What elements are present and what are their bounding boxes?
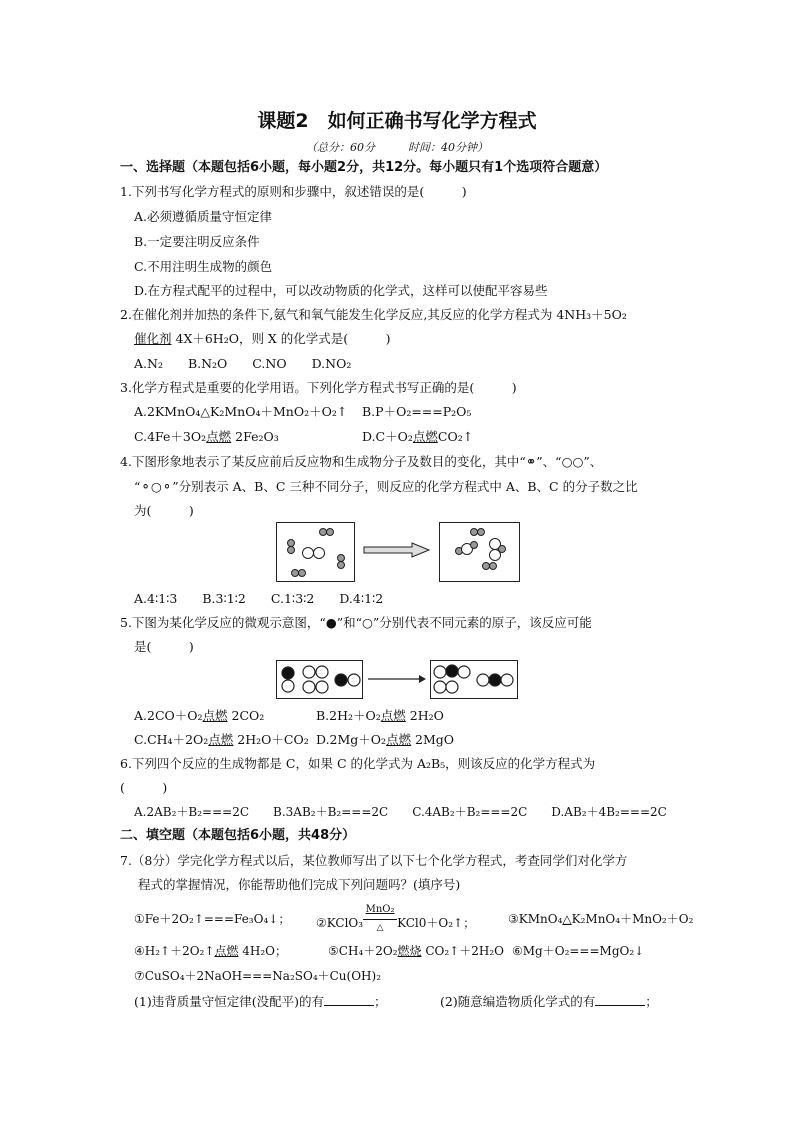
question-6-line1: 6.下列四个反应的生成物都是 C，如果 C 的化学式为 A₂B₅，则该反应的化学方程式为 bbox=[120, 756, 596, 771]
q2-options: A.N₂ B.N₂O C.NO D.NO₂ bbox=[134, 356, 352, 371]
equation-3 bbox=[508, 911, 693, 927]
q5-option-d-products: 2MgO bbox=[411, 732, 455, 747]
question-4-line3: 为( ) bbox=[134, 503, 194, 518]
q7-part-2-end: ； bbox=[645, 994, 658, 1009]
question-4-line2: “⚬○⚬”分别表示 A、B、C 三种不同分子，则反应的化学方程式中 A、B、C 的分子数之比 bbox=[134, 479, 638, 494]
q6-options: A.2AB₂＋B₂===2C B.3AB₂＋B₂===2C C.4AB₂＋B₂===2C D.AB₂＋4B₂===2C bbox=[134, 805, 667, 819]
page-title: 课题2 如何正确书写化学方程式 bbox=[257, 110, 537, 132]
q3-option-d-products: CO₂↑ bbox=[437, 429, 474, 444]
reaction-condition: 燃烧 bbox=[397, 944, 422, 958]
answer-blank-2[interactable] bbox=[595, 993, 645, 1006]
question-3-stem: 3.化学方程式是重要的化学用语。下列化学方程式书写正确的是( ) bbox=[120, 380, 517, 395]
page-subtitle: （总分：60分 时间：40分钟） bbox=[306, 141, 488, 154]
q3-option-c bbox=[134, 429, 279, 445]
q3-option-a: A.2KMnO₄△K₂MnO₄＋MnO₂＋O₂↑ bbox=[134, 404, 348, 419]
reaction-condition: 点燃 bbox=[206, 429, 232, 444]
q3-option-c-products: 2Fe₂O₃ bbox=[231, 429, 279, 444]
q5-option-a bbox=[134, 708, 264, 724]
q5-option-d-reactants: D.2Mg＋O₂ bbox=[316, 732, 387, 747]
question-4-line1: 4.下图形象地表示了某反应前后反应物和生成物分子及数目的变化，其中“⚭”、“○○”、 bbox=[120, 454, 603, 469]
q1-option-c: C.不用注明生成物的颜色 bbox=[134, 259, 273, 274]
equation-2-products: KCl0＋O₂↑； bbox=[397, 916, 476, 930]
heat-symbol: △ bbox=[562, 912, 572, 926]
q1-option-a: A.必须遵循质量守恒定律 bbox=[134, 209, 273, 224]
q7-part-1-text: (1)违背质量守恒定律(没配平)的有 bbox=[134, 994, 324, 1009]
q4-options: A.4∶1∶3 B.3∶1∶2 C.1∶3∶2 D.4∶1∶2 bbox=[134, 591, 384, 606]
q3-option-d-reactants: D.C＋O₂ bbox=[362, 429, 413, 444]
equation-5-products: CO₂↑＋2H₂O bbox=[421, 944, 504, 958]
catalyst-label: MnO₂ bbox=[365, 904, 395, 915]
section-heading-choice: 一、选择题（本题包括6小题，每小题2分，共12分。每小题只有1个选项符合题意） bbox=[120, 160, 608, 175]
question-6-line2: ( ) bbox=[120, 780, 168, 795]
q5-option-d bbox=[316, 732, 454, 748]
q3-option-d bbox=[362, 429, 473, 445]
q5-option-b-products: 2H₂O bbox=[405, 708, 444, 723]
q3-option-c-reactants: C.4Fe＋3O₂ bbox=[134, 429, 207, 444]
section-heading-fill: 二、填空题（本题包括6小题，共48分） bbox=[120, 828, 356, 843]
question-2-stem-line1: 2.在催化剂并加热的条件下,氨气和氧气能发生化学反应,其反应的化学方程式为 4NH₃＋5O₂ bbox=[120, 307, 627, 322]
q7-part-1-end: ； bbox=[373, 994, 387, 1009]
reaction-condition: 点燃 bbox=[386, 732, 412, 747]
question-7-line2: 程式的掌握情况，你能帮助他们完成下列问题吗？(填序号) bbox=[138, 877, 461, 892]
equation-5 bbox=[328, 943, 504, 959]
reaction-condition: 点燃 bbox=[412, 429, 438, 444]
question-7-line1: 7.（8分）学完化学方程式以后，某位教师写出了以下七个化学方程式，考查同学们对化学方 bbox=[120, 853, 628, 868]
question-1-stem: 1.下列书写化学方程式的原则和步骤中，叙述错误的是( ) bbox=[120, 184, 467, 199]
q1-option-d: D.在方程式配平的过程中，可以改动物质的化学式，这样可以使配平容易些 bbox=[134, 283, 548, 298]
equation-3-products: K₂MnO₄＋MnO₂＋O₂ bbox=[571, 912, 694, 926]
q5-before-box bbox=[276, 660, 363, 699]
question-2-stem-line2 bbox=[134, 331, 391, 347]
q5-option-a-reactants: A.2CO＋O₂ bbox=[134, 708, 203, 723]
equation-2 bbox=[316, 904, 476, 933]
equation-3-reactant: ③KMnO₄ bbox=[508, 912, 563, 926]
question-5-line2: 是( ) bbox=[134, 639, 194, 654]
equation-4-reactants: ④H₂↑＋2O₂↑ bbox=[134, 944, 215, 958]
equation-4 bbox=[134, 943, 287, 959]
q4-before-molecules bbox=[277, 523, 354, 581]
q4-before-box bbox=[276, 522, 355, 582]
answer-blank-1[interactable] bbox=[324, 993, 374, 1006]
q1-option-b: B.一定要注明反应条件 bbox=[134, 234, 260, 249]
equation-7: ⑦CuSO₄＋2NaOH===Na₂SO₄＋Cu(OH)₂ bbox=[134, 969, 382, 983]
q5-option-c-reactants: C.CH₄＋2O₂ bbox=[134, 732, 209, 747]
q7-part-1 bbox=[134, 993, 386, 1010]
q5-arrow bbox=[366, 673, 428, 685]
q5-option-b bbox=[316, 708, 444, 724]
q5-option-c-products: 2H₂O＋CO₂ bbox=[233, 732, 309, 747]
reaction-condition: 点燃 bbox=[214, 944, 239, 958]
equation-2-reactant: ②KClO₃ bbox=[316, 916, 364, 930]
q5-after-box bbox=[430, 660, 518, 699]
q5-option-b-reactants: B.2H₂＋O₂ bbox=[316, 708, 381, 723]
equation-5-reactants: ⑤CH₄＋2O₂ bbox=[328, 944, 398, 958]
reaction-condition: 点燃 bbox=[208, 732, 234, 747]
equation-2-condition bbox=[363, 904, 397, 933]
q4-arrow bbox=[362, 542, 432, 558]
q5-after-molecules bbox=[431, 661, 517, 698]
reaction-condition: 催化剂 bbox=[134, 331, 172, 346]
q5-option-c bbox=[134, 732, 309, 748]
q7-part-2-text: (2)随意编造物质化学式的有 bbox=[440, 994, 596, 1009]
q4-after-molecules bbox=[440, 523, 519, 581]
reaction-condition: 点燃 bbox=[202, 708, 228, 723]
q3-option-b: B.P＋O₂===P₂O₅ bbox=[362, 404, 472, 419]
equation-1: ①Fe＋2O₂↑===Fe₃O₄↓； bbox=[134, 912, 291, 926]
equation-6: ⑥Mg＋O₂===MgO₂↓ bbox=[512, 944, 645, 958]
q7-part-2 bbox=[440, 993, 658, 1010]
question-2-stem-tail: 4X＋6H₂O，则 X 的化学式是( ) bbox=[171, 331, 391, 346]
q4-after-box bbox=[439, 522, 520, 582]
heat-symbol: △ bbox=[376, 923, 384, 933]
reaction-condition: 点燃 bbox=[380, 708, 406, 723]
q5-before-molecules bbox=[277, 661, 362, 698]
q5-option-a-products: 2CO₂ bbox=[227, 708, 265, 723]
question-5-line1: 5.下图为某化学反应的微观示意图，“●”和“○”分别代表不同元素的原子，该反应可能 bbox=[120, 615, 592, 630]
equation-4-products: 4H₂O； bbox=[238, 944, 288, 958]
